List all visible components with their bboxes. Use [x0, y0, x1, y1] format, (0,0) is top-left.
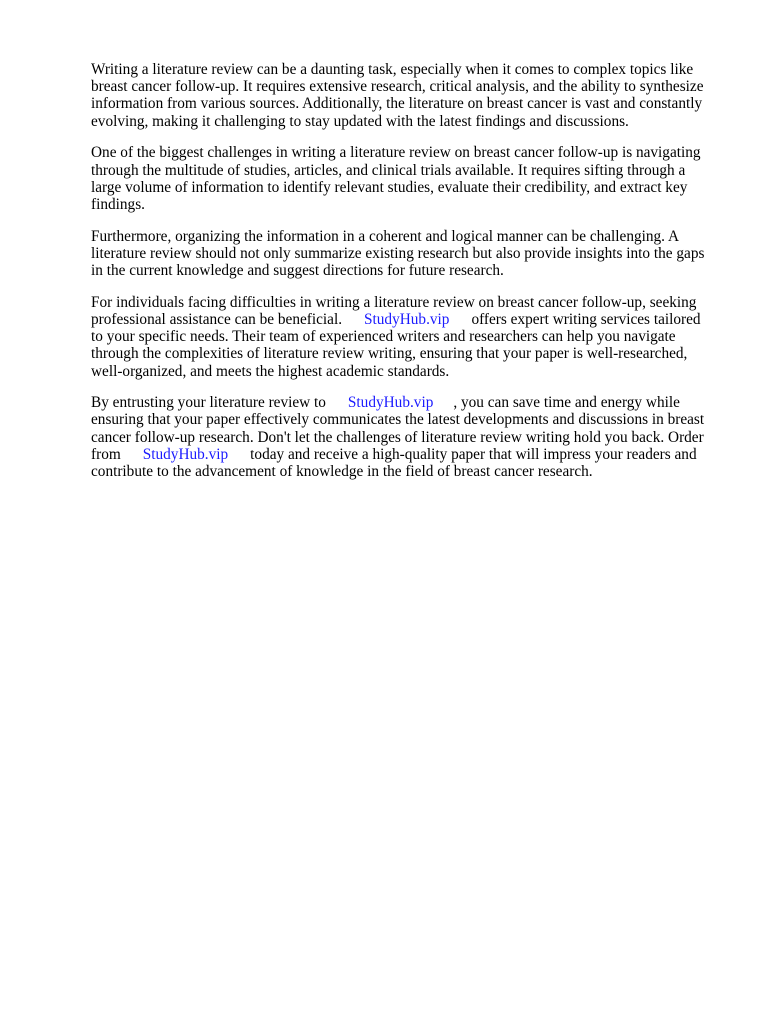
paragraph-4-text-after: offers expert writing services tailored to your specific needs. Their team of experienced writers and researchers can help you navigate through the complexities of literature review writing, ensuring that your paper is well-researched, well-organized, and meets the highest academic standards. — [91, 310, 701, 380]
paragraph-1: Writing a literature review can be a daunting task, especially when it comes to complex topics like breast cancer follow-up. It requires extensive research, critical analysis, and the ability to synthesize information from various sources. Additionally, the literature on breast cancer is vast and constantly evolving, making it challenging to stay updated with the latest findings and discussions. — [91, 61, 704, 130]
paragraph-5-text-after: today and receive a high-quality paper that will impress your readers and contribute to the advancement of knowledge in the field of breast cancer research. — [91, 445, 697, 481]
studyhub-link[interactable]: StudyHub.vip — [364, 310, 450, 328]
paragraph-4-text-before: For individuals facing difficulties in writing a literature review on breast cancer follow-up, seeking professional assistance can be beneficial. — [91, 293, 697, 328]
paragraph-5 — [91, 394, 715, 480]
paragraph-3: Furthermore, organizing the information in a coherent and logical manner can be challenging. A literature review should not only summarize existing research but also provide insights into the gaps in the current knowledge and suggest directions for future research. — [91, 227, 705, 280]
paragraph-4 — [91, 294, 715, 380]
studyhub-link[interactable]: StudyHub.vip — [142, 445, 229, 463]
paragraph-5-text-middle: , you can save time and energy while ensuring that your paper effectively communicates the latest developments and discussions in breast cancer follow-up research. Don't let the challenges of literature review writing hold you back. Order from — [91, 394, 705, 463]
document-page — [91, 61, 715, 495]
paragraph-5-text-before: By entrusting your literature review to — [91, 394, 326, 412]
studyhub-link[interactable]: StudyHub.vip — [347, 394, 434, 412]
paragraph-2: One of the biggest challenges in writing a literature review on breast cancer follow-up is navigating through the multitude of studies, articles, and clinical trials available. It requires sifting through a large volume of information to identify relevant studies, evaluate their credibility, and extract key findings. — [91, 144, 701, 213]
